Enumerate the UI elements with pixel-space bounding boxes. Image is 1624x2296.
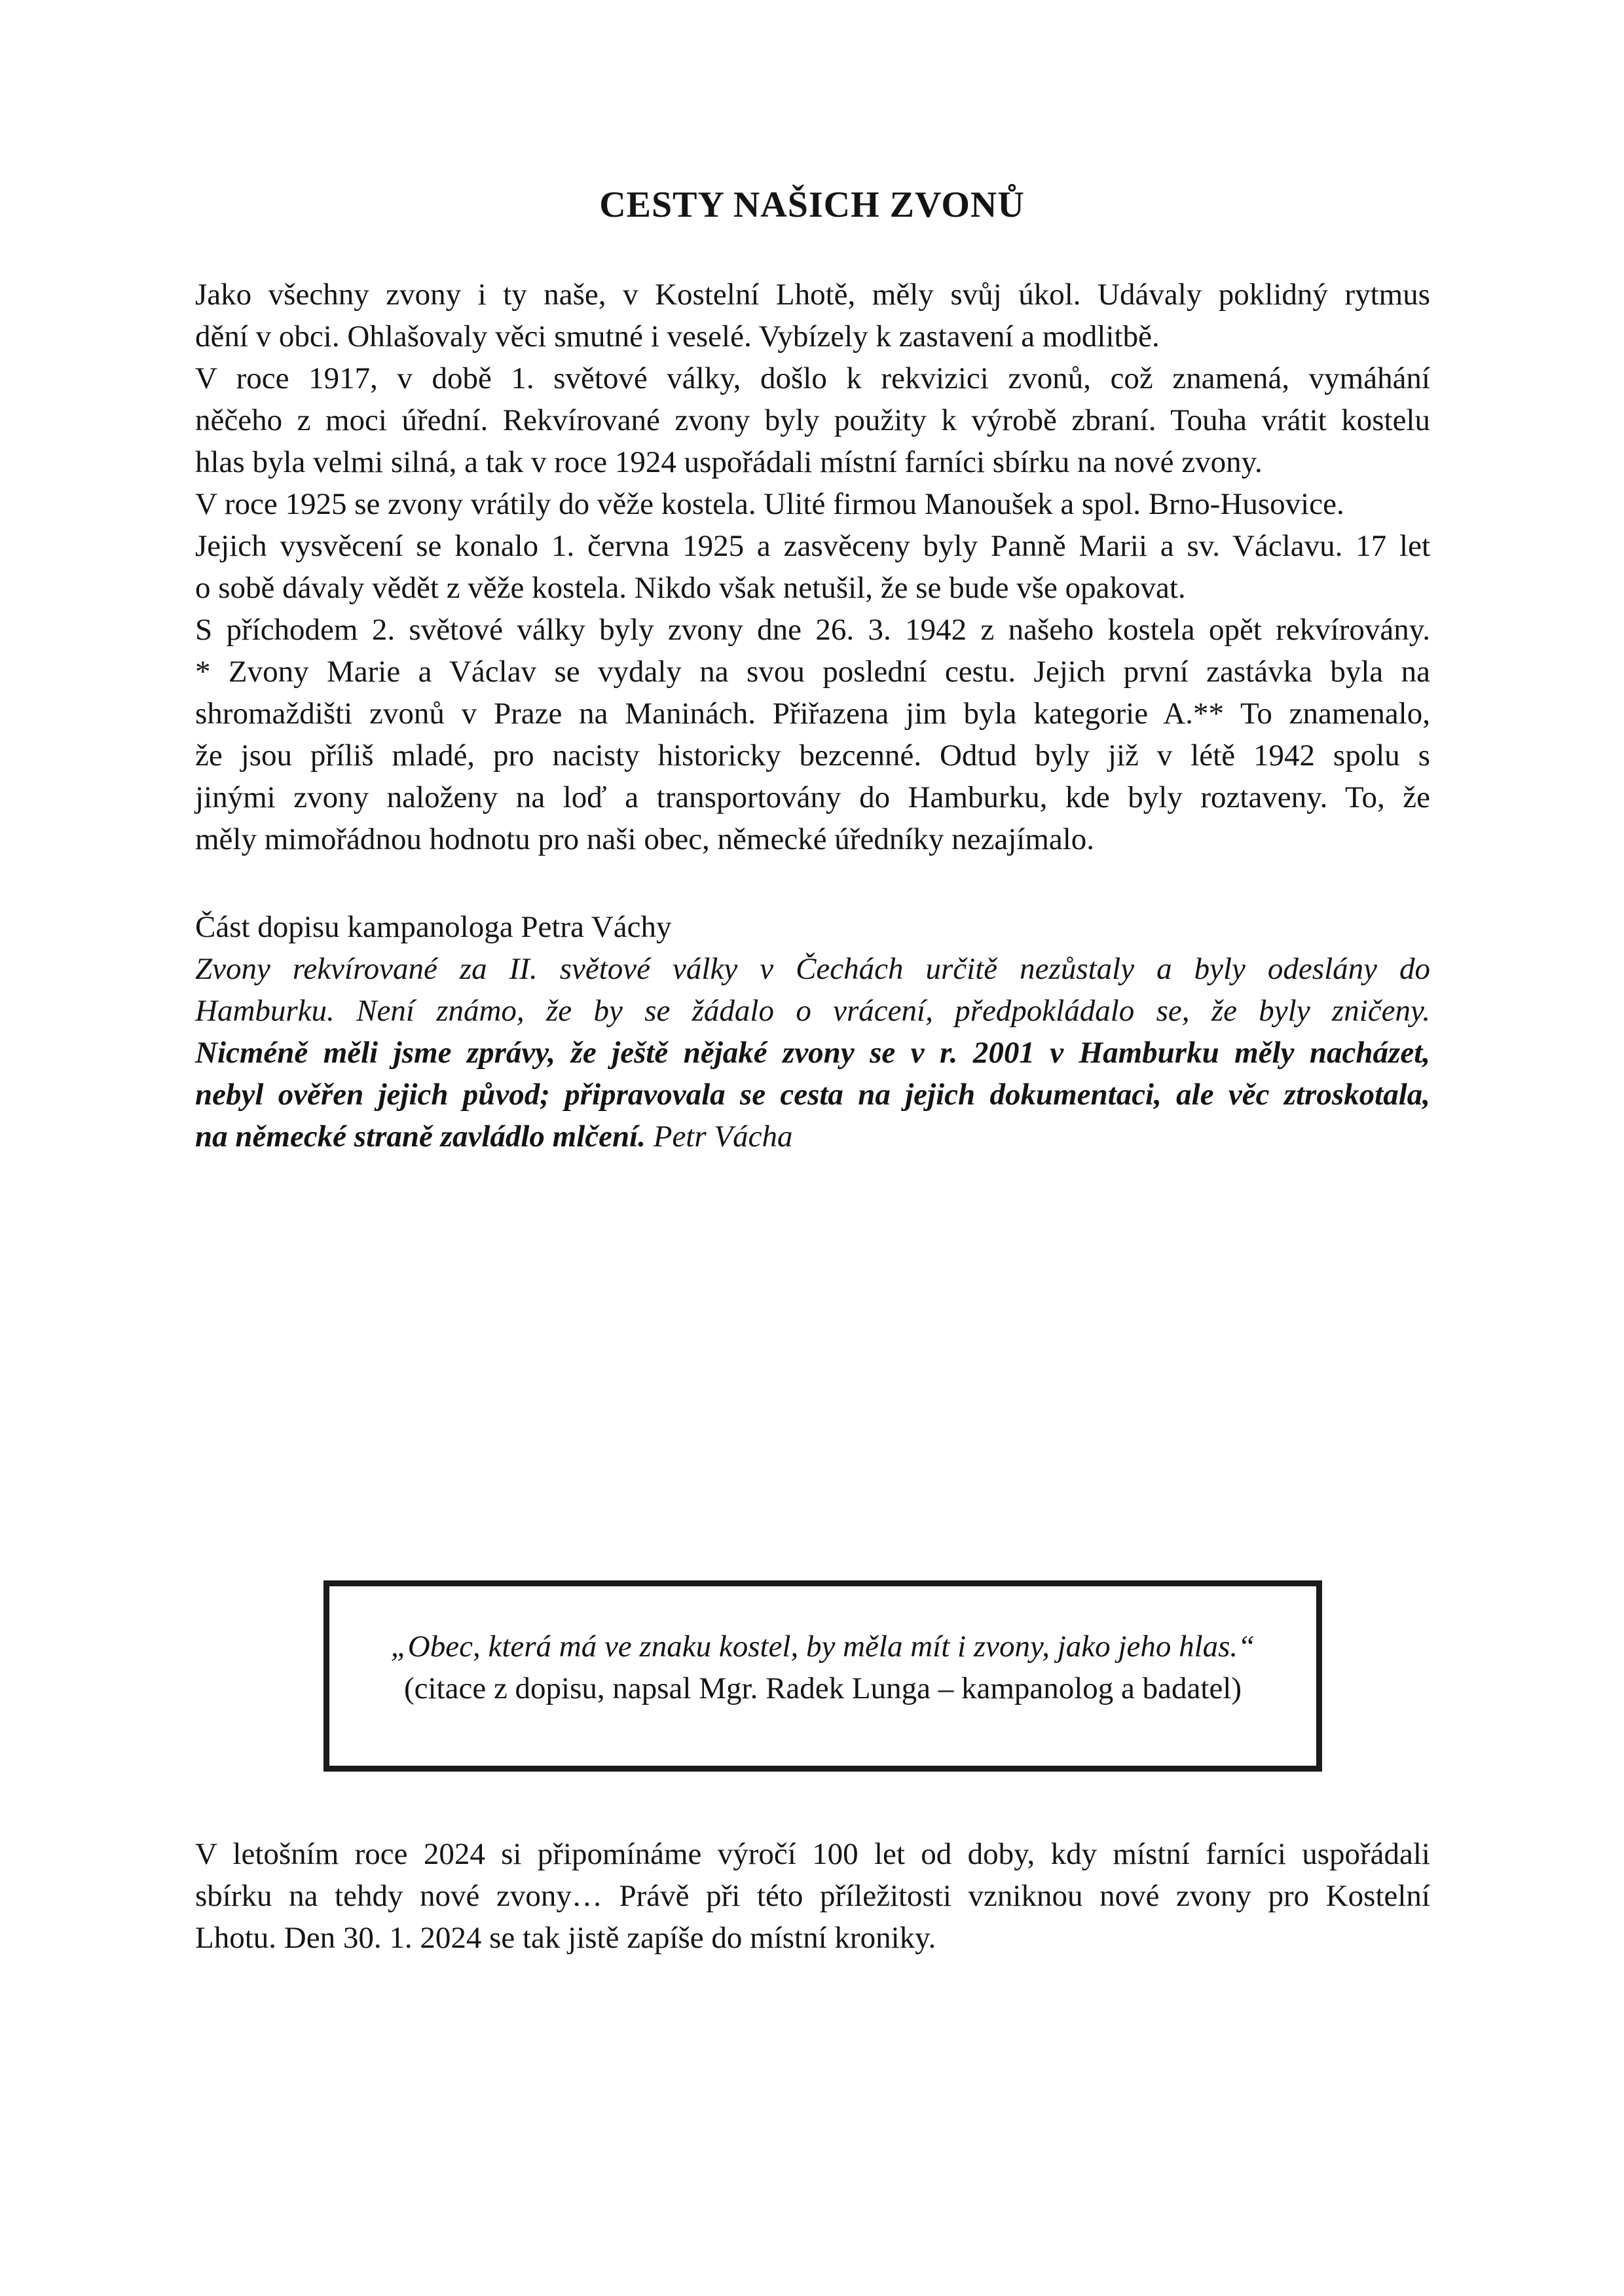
paragraph-line: Lhotu. Den 30. 1. 2024 se tak jistě zapíše do místní kroniky. xyxy=(195,1921,936,1955)
quote-attribution: (citace z dopisu, napsal Mgr. Radek Lunga – kampanolog a badatel) xyxy=(403,1671,1242,1705)
paragraph-line: jinými zvony naloženy na loď a transportovány do Hamburku, kde byly roztaveny. To, že xyxy=(195,780,1430,814)
letter-line-bold: Nicméně měli jsme zprávy, že ještě nějaké zvony se v r. 2001 v Hamburku měly nacházet, xyxy=(195,1036,1430,1070)
paragraph-line: V roce 1917, v době 1. světové války, došlo k rekvizici zvonů, což znamená, vymáhání xyxy=(195,361,1430,395)
paragraph-line: shromaždišti zvonů v Praze na Maninách. Přiřazena jim byla kategorie A.** To znamenalo, xyxy=(195,697,1430,731)
letter-line: Zvony rekvírované za II. světové války v Čechách určitě nezůstaly a byly odeslány do xyxy=(195,952,1430,986)
paragraph-line: * Zvony Marie a Václav se vydaly na svou poslední cestu. Jejich první zastávka byla na xyxy=(195,655,1430,689)
paragraph-line: o sobě dávaly vědět z věže kostela. Nikdo však netušil, že se bude vše opakovat. xyxy=(195,571,1186,605)
letter-line-bold: nebyl ověřen jejich původ; připravovala se cesta na jejich dokumentaci, ale věc ztroskotala, xyxy=(195,1078,1430,1112)
letter-signature: Petr Vácha xyxy=(645,1120,793,1154)
letter-line: Hamburku. Není známo, že by se žádalo o vrácení, předpokládalo se, že byly zničeny. xyxy=(195,994,1430,1028)
paragraph-line: dění v obci. Ohlašovaly věci smutné i veselé. Vybízely k zastavení a modlitbě. xyxy=(195,319,1160,354)
page-title: CESTY NAŠICH ZVONŮ xyxy=(599,185,1025,225)
paragraph-line: Jejich vysvěcení se konalo 1. června 1925 a zasvěceny byly Panně Marii a sv. Václavu. 17 let xyxy=(195,529,1430,563)
quote-text: „Obec, která má ve znaku kostel, by měla mít i zvony, jako jeho hlas.“ xyxy=(390,1630,1255,1664)
paragraph-line: Jako všechny zvony i ty naše, v Kostelní Lhotě, měly svůj úkol. Udávaly poklidný rytmus xyxy=(195,278,1430,312)
paragraph-line: sbírku na tehdy nové zvony… Právě při této příležitosti vzniknou nové zvony pro Kostelní xyxy=(195,1879,1430,1913)
paragraph-line: něčeho z moci úřední. Rekvírované zvony byly použity k výrobě zbraní. Touha vrátit kostelu xyxy=(195,403,1430,437)
paragraph-line: S příchodem 2. světové války byly zvony dne 26. 3. 1942 z našeho kostela opět rekvírovány. xyxy=(195,613,1430,647)
letter-line-bold: na německé straně zavládlo mlčení. xyxy=(195,1120,646,1154)
letter-last-line xyxy=(195,1116,1430,1157)
paragraph-line: V letošním roce 2024 si připomínáme výročí 100 let od doby, kdy místní farníci uspořádali xyxy=(195,1837,1430,1871)
quote-box xyxy=(323,1580,1322,1772)
paragraph-line: že jsou příliš mladé, pro nacisty historicky bezcenné. Odtud byly již v létě 1942 spolu s xyxy=(195,738,1430,773)
paragraph-line: hlas byla velmi silná, a tak v roce 1924 uspořádali místní farníci sbírku na nové zvony. xyxy=(195,445,1263,479)
paragraph-line: V roce 1925 se zvony vrátily do věže kostela. Ulité firmou Manoušek a spol. Brno-Husovice. xyxy=(195,487,1344,521)
paragraph-line: měly mimořádnou hodnotu pro naši obec, německé úředníky nezajímalo. xyxy=(195,822,1095,856)
letter-heading: Část dopisu kampanologa Petra Váchy xyxy=(195,910,672,944)
